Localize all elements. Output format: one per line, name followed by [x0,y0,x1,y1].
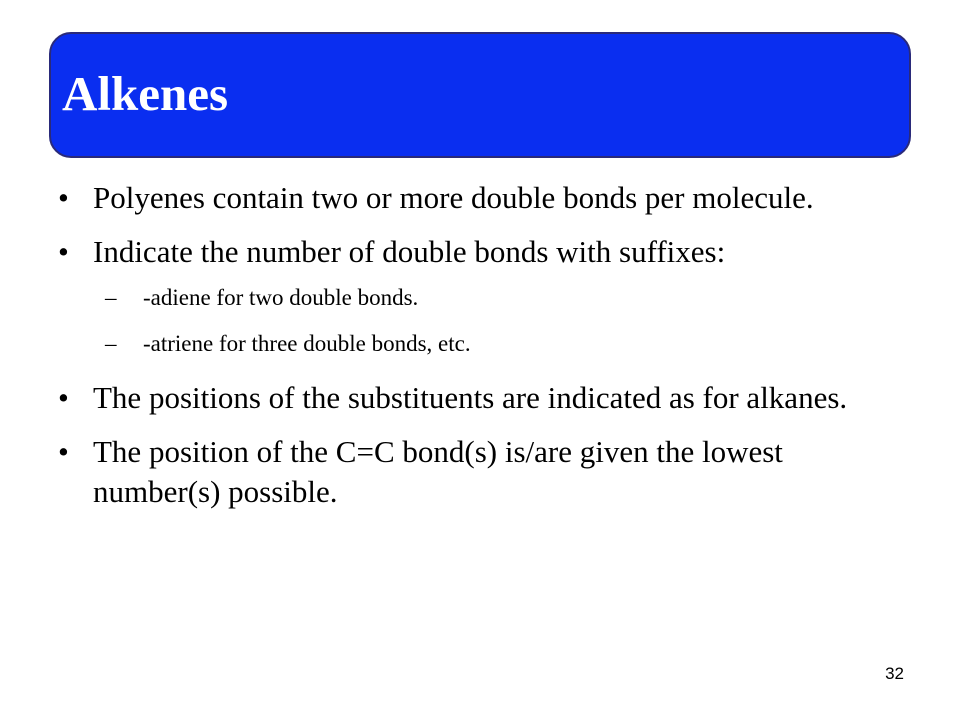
bullet-text: The positions of the substituents are indicated as for alkanes. [93,380,848,415]
sub-bullet-marker: – [105,331,117,356]
sub-bullet-text: -adiene for two double bonds. [143,285,419,310]
bullet-text: Indicate the number of double bonds with suffixes: [93,234,726,269]
bullet-text: The position of the C=C bond(s) is/are given the lowest number(s) possible. [93,434,783,509]
sub-bullet-marker: – [105,285,117,310]
bullet-marker: • [58,434,69,469]
page-number: 32 [885,664,904,683]
bullet-item [58,232,878,272]
slide-title: Alkenes [62,66,229,121]
bullet-marker: • [58,380,69,415]
bullet-text: Polyenes contain two or more double bonds per molecule. [93,180,814,215]
bullet-item [58,178,878,218]
bullet-item [58,432,878,512]
title-banner [49,32,911,158]
bullet-marker: • [58,180,69,215]
bullet-list [58,178,878,526]
sub-bullet-item [58,284,878,312]
bullet-marker: • [58,234,69,269]
sub-bullet-item [58,330,878,358]
sub-bullet-text: -atriene for three double bonds, etc. [143,331,471,356]
bullet-item [58,378,878,418]
